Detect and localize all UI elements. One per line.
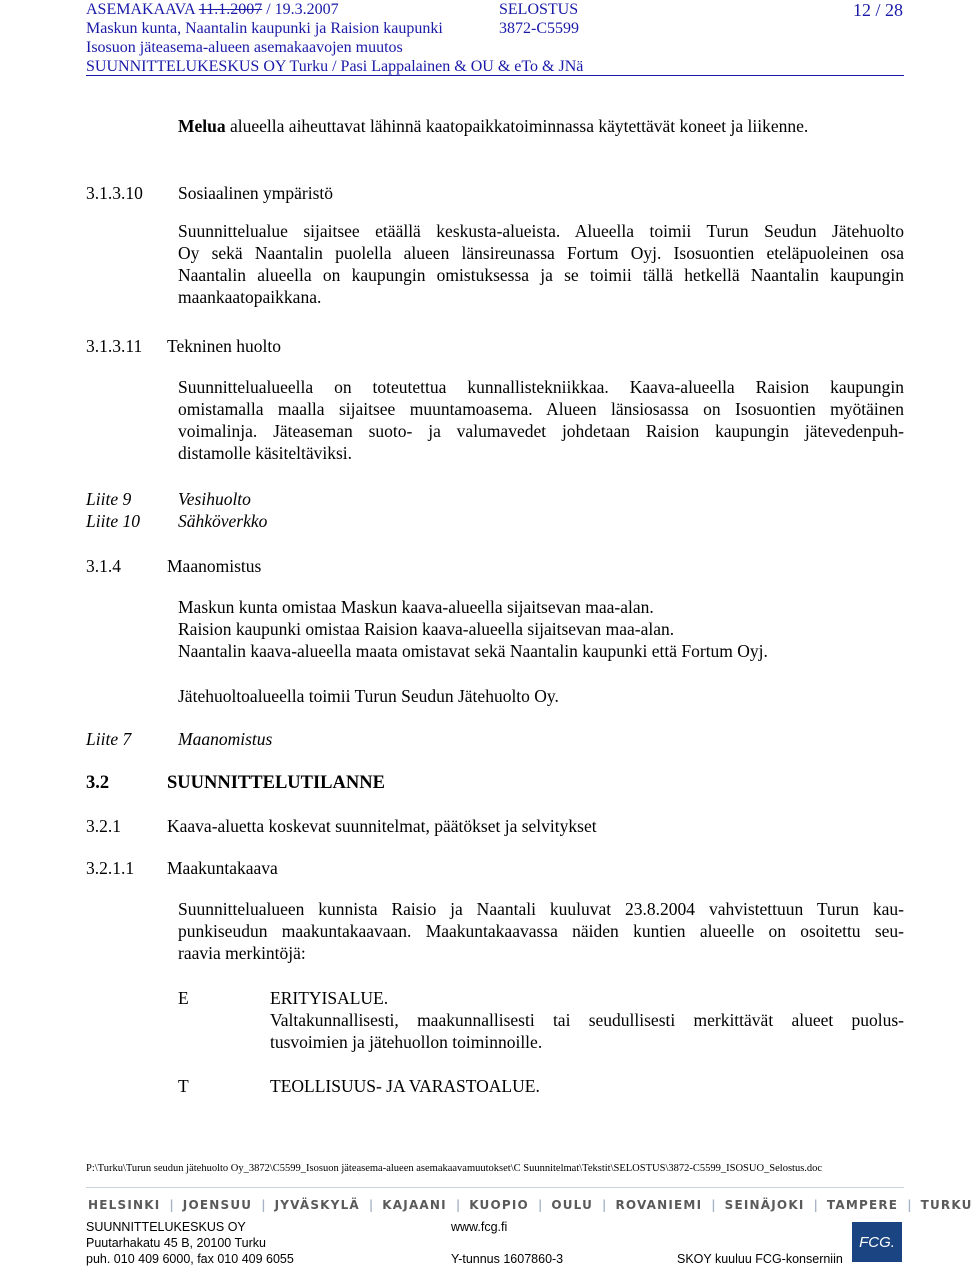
section-3-1-3-11-number: 3.1.3.11 <box>86 336 143 356</box>
business-id: Y-tunnus 1607860-3 <box>451 1252 564 1266</box>
marking-line: TEOLLISUUS- JA VARASTOALUE. <box>270 1076 540 1096</box>
paragraph-line: Suunnittelualueen kunnista Raisio ja Naantali kuuluvat 23.8.2004 vahvistettuun Turun kau- <box>178 899 904 919</box>
city-separator: | <box>711 1198 716 1212</box>
city-separator: | <box>537 1198 543 1212</box>
city-name: KAJAANI <box>382 1198 447 1212</box>
fcg-logo-text: FCG. <box>859 1233 895 1251</box>
noise-bold: Melua <box>178 116 226 136</box>
section-3-1-4-title: Maanomistus <box>167 556 262 576</box>
paragraph-line: punkiseudun maakuntakaavaan. Maakuntakaavassa näiden kuntien alueelle on osoitettu seu- <box>178 921 904 941</box>
noise-text: alueella aiheuttavat lähinnä kaatopaikkatoiminnassa käytettävät koneet ja liikenne. <box>225 116 809 136</box>
city-name: ROVANIEMI <box>615 1198 703 1212</box>
city-separator: | <box>368 1198 374 1212</box>
header-project-title: Isosuon jäteasema-alueen asemakaavojen muutos <box>86 39 403 56</box>
header-doc-type: SELOSTUS <box>499 1 579 18</box>
paragraph-line: Oy sekä Naantalin puolella alueen länsireunassa Fortum Oyj. Isosuontien eteläpuoleinen osa <box>178 243 904 263</box>
city-separator: | <box>455 1198 461 1212</box>
section-3-1-3-11-body <box>178 376 904 464</box>
appendix-label: Liite 7 <box>86 729 132 749</box>
header-line-1 <box>86 0 339 20</box>
paragraph-line: Suunnittelualue sijaitsee etäällä keskusta-alueista. Alueella toimii Turun Seudun Jätehuolto <box>178 221 904 241</box>
paragraph-line: Maskun kunta omistaa Maskun kaava-alueella sijaitsevan maa-alan. <box>178 597 654 617</box>
paragraph-line: distamolle käsiteltäviksi. <box>178 443 353 463</box>
section-3-1-3-10-title: Sosiaalinen ympäristö <box>178 183 334 203</box>
footer-divider <box>86 1187 904 1188</box>
company-name: SUUNNITTELUKESKUS OY <box>86 1220 246 1234</box>
city-separator: | <box>169 1198 174 1212</box>
city-name: HELSINKI <box>88 1198 161 1212</box>
company-address: Puutarhakatu 45 B, 20100 Turku <box>86 1236 266 1250</box>
city-name: SEINÄJOKI <box>724 1198 805 1212</box>
file-path: P:\Turku\Turun seudun jätehuolto Oy_3872\C5599_Isosuon jäteasema-alueen asemakaavamuutokset\C Suunnitelmat\Tekstit\SELOSTUS\3872-C5599_ISOSUO_Selostus.doc <box>86 1163 823 1174</box>
company-website[interactable]: www.fcg.fi <box>451 1220 508 1234</box>
city-name: JYVÄSKYLÄ <box>274 1198 360 1212</box>
header-author: SUUNNITTELUKESKUS OY Turku / Pasi Lappalainen & OU & eTo & JNä <box>86 58 584 75</box>
section-3-2-1-title: Kaava-aluetta koskevat suunnitelmat, päätökset ja selvitykset <box>167 816 597 836</box>
fcg-logo <box>852 1222 902 1262</box>
paragraph-line: Raision kaupunki omistaa Raision kaava-alueella sijaitsevan maa-alan. <box>178 619 675 639</box>
section-3-1-3-10-body <box>178 220 904 308</box>
section-3-1-3-11-title: Tekninen huolto <box>167 336 281 356</box>
city-name: TURKU <box>920 1198 973 1212</box>
company-phone: puh. 010 409 6000, fax 010 409 6055 <box>86 1252 294 1266</box>
header-date: / 19.3.2007 <box>262 1 339 18</box>
marking-code: T <box>178 1076 189 1096</box>
paragraph-line: Suunnittelualueella on toteutettua kunnallistekniikkaa. Kaava-alueella Raision kaupungin <box>178 377 904 397</box>
paragraph-line: Naantalin kaava-alueella maata omistavat sekä Naantalin kaupunki että Fortum Oyj. <box>178 641 768 661</box>
marking-description <box>270 987 904 1053</box>
section-3-1-3-10-number: 3.1.3.10 <box>86 183 143 203</box>
appendix-title: Sähköverkko <box>178 511 268 531</box>
section-3-2-1-1-number: 3.2.1.1 <box>86 858 135 878</box>
marking-line: tusvoimien ja jätehuollon toiminnoille. <box>270 1032 543 1052</box>
header-plan-label: ASEMAKAAVA <box>86 1 199 18</box>
city-separator: | <box>813 1198 818 1212</box>
section-3-2-1-number: 3.2.1 <box>86 816 121 836</box>
appendix-title: Vesihuolto <box>178 489 251 509</box>
paragraph-line: omistamalla maalla sijaitsee muuntamoasema. Alueen länsiosassa on Isosuontien myötäinen <box>178 399 904 419</box>
section-3-1-4-number: 3.1.4 <box>86 556 121 576</box>
header-municipalities: Maskun kunta, Naantalin kaupunki ja Raision kaupunki <box>86 20 443 37</box>
paragraph-line: Jätehuoltoalueella toimii Turun Seudun Jätehuolto Oy. <box>178 686 559 706</box>
city-name: TAMPERE <box>826 1198 899 1212</box>
paragraph-line: maankaatopaikkana. <box>178 287 322 307</box>
paragraph-line: Naantalin alueella on kaupungin omistuksessa ja se toimii tällä hetkellä Naantalin kaupungin <box>178 265 904 285</box>
appendix-label: Liite 10 <box>86 511 140 531</box>
marking-code: E <box>178 988 189 1008</box>
page-number: 12 / 28 <box>852 0 903 20</box>
marking-line: Valtakunnallisesti, maakunnallisesti tai seudullisesti merkittävät alueet puolus- <box>270 1010 904 1030</box>
city-list <box>88 1196 973 1214</box>
city-name: KUOPIO <box>469 1198 529 1212</box>
marking-line: ERITYISALUE. <box>270 988 389 1008</box>
section-3-2-title: SUUNNITTELUTILANNE <box>167 773 385 793</box>
header-struck-date: 11.1.2007 <box>198 1 263 18</box>
appendix-title: Maanomistus <box>178 729 273 749</box>
header-divider <box>86 75 904 76</box>
city-name: JOENSUU <box>182 1198 253 1212</box>
group-membership: SKOY kuuluu FCG-konserniin <box>677 1252 843 1266</box>
header-project-code: 3872-C5599 <box>499 20 579 37</box>
city-separator: | <box>602 1198 607 1212</box>
paragraph-line: voimalinja. Jäteaseman suoto- ja valumavedet johdetaan Raision kaupungin jätevedenpuh- <box>178 421 904 441</box>
appendix-label: Liite 9 <box>86 489 132 509</box>
section-3-2-1-1-title: Maakuntakaava <box>167 858 278 878</box>
section-3-2-1-1-body <box>178 898 904 964</box>
section-3-2-number: 3.2 <box>86 773 110 793</box>
city-separator: | <box>261 1198 266 1212</box>
city-separator: | <box>907 1198 912 1212</box>
city-name: OULU <box>551 1198 594 1212</box>
noise-paragraph <box>178 115 808 137</box>
paragraph-line: raavia merkintöjä: <box>178 943 306 963</box>
